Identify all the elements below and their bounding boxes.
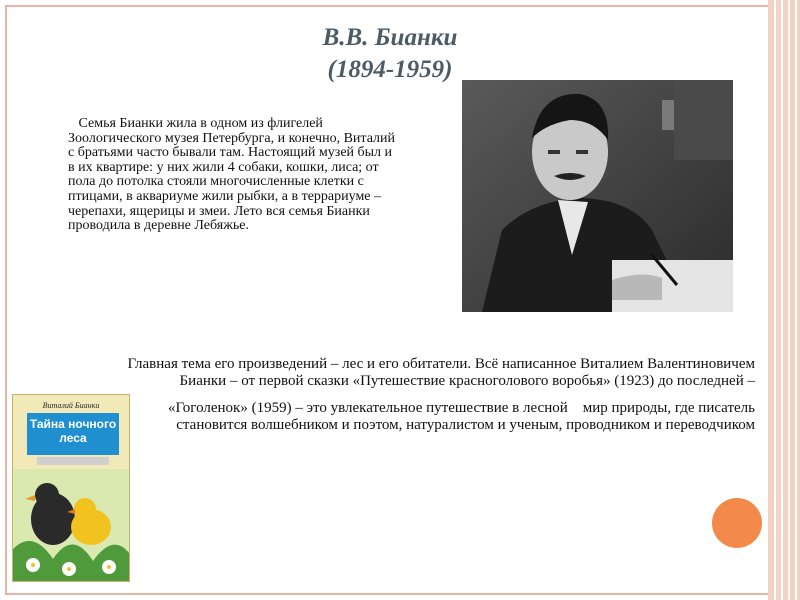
- book-title: Тайна ночного леса: [27, 413, 119, 455]
- book-cover-image: [12, 394, 130, 582]
- theme-text: [100, 356, 755, 444]
- frame-border-left: [5, 5, 7, 595]
- theme-paragraph-2: «Гоголенок» (1959) – это увлекательное путешествие в лесной мир природы, где писатель становится волшебником и поэтом, натуралистом и ученым, проводником и переводчиком: [167, 400, 755, 433]
- book-subtitle-bar: [37, 457, 109, 465]
- book-author: Виталий Бианки: [42, 401, 100, 410]
- decorative-side-band: [768, 0, 800, 600]
- author-portrait: [462, 80, 733, 312]
- book-illustration: [13, 469, 129, 581]
- decorative-orange-circle: [712, 498, 762, 548]
- frame-border-top: [5, 5, 795, 7]
- bio-paragraph: [68, 117, 398, 234]
- bio-text: Семья Бианки жила в одном из флигелей Зоологического музея Петербурга, и конечно, Виталий с братьями часто бывали там. Настоящий музей был и в их квартире: у них жили 4 собаки, кошки, лиса; от пола до потолка стояли многочисленные клетки с птицами, в аквариуме жили рыбки, а в террариуме – черепахи, ящерицы и змеи. Лето вся семья Бианки проводила в деревне Лебяжье.: [68, 116, 395, 234]
- portrait-photo: [462, 80, 733, 312]
- title-name: В.В. Бианки: [322, 24, 458, 51]
- frame-border-bottom: [5, 593, 795, 595]
- theme-paragraph-1: Главная тема его произведений – лес и его обитатели. Всё написанное Виталием Валентиновичем Бианки – от первой сказки «Путешествие красноголового воробья» (1923) до последней –: [127, 356, 755, 389]
- slide-title: [240, 22, 540, 86]
- title-years: (1894-1959): [327, 56, 453, 83]
